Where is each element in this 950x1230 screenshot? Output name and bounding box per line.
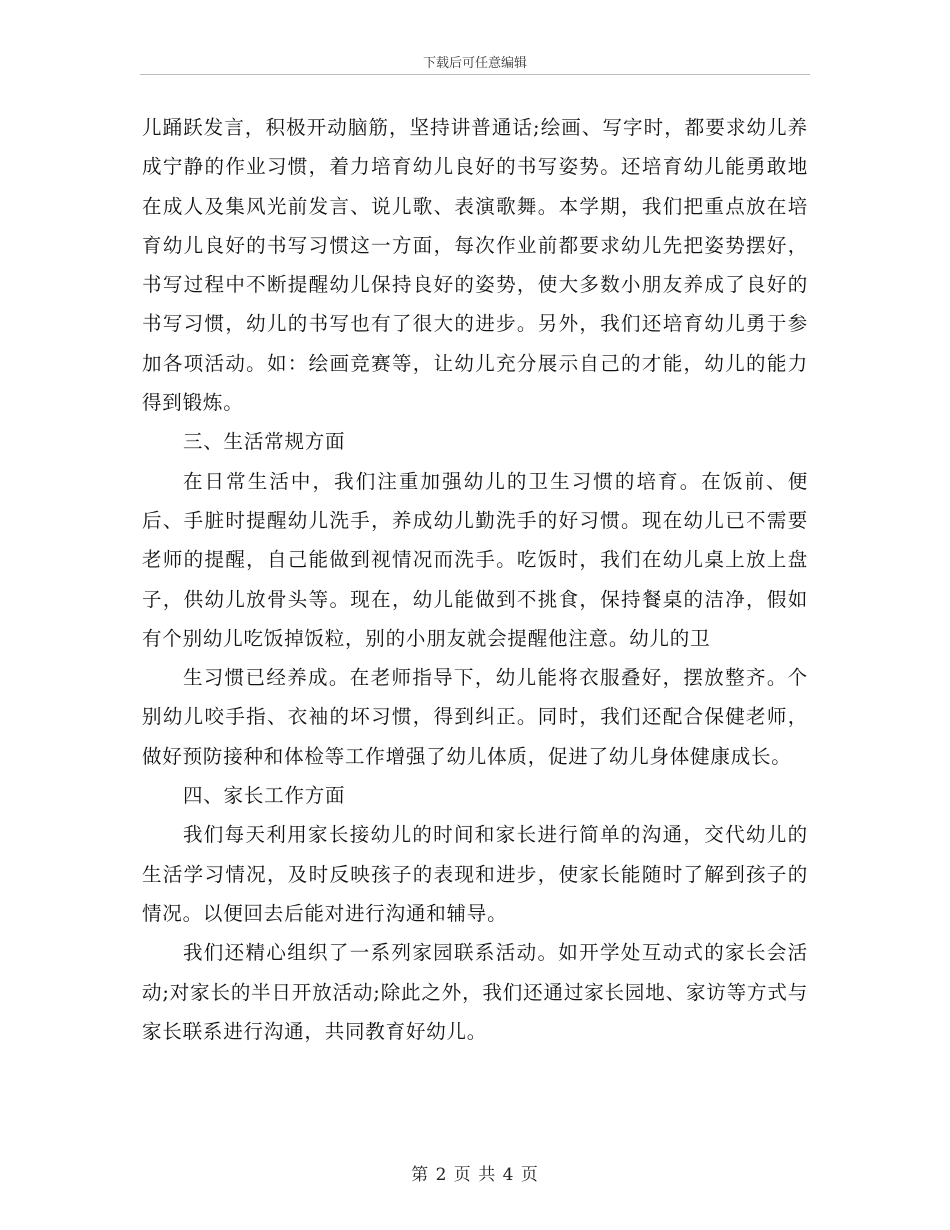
- paragraph-hygiene-results: 生习惯已经养成。在老师指导下，幼儿能将衣服叠好，摆放整齐。个别幼儿咬手指、衣袖的坏习惯，得到纠正。同时，我们还配合保健老师，做好预防接种和体检等工作增强了幼儿体质，促进了幼儿身体健康成长。: [142, 666, 808, 768]
- section-heading-daily-routine: 三、生活常规方面: [182, 430, 346, 454]
- section-heading-parent-work: 四、家长工作方面: [182, 784, 346, 808]
- page-indicator: 第 2 页 共 4 页: [411, 1165, 539, 1185]
- paragraph-learning-continued: 儿踊跃发言，积极开动脑筋，坚持讲普通话;绘画、写字时，都要求幼儿养成宁静的作业习惯，着力培育幼儿良好的书写姿势。还培育幼儿能勇敢地在成人及集风光前发言、说儿歌、表演歌舞。本学期，我们把重点放在培育幼儿良好的书写习惯这一方面，每次作业前都要求幼儿先把姿势摆好，书写过程中不断提醒幼儿保持良好的姿势，使大多数小朋友养成了良好的书写习惯，幼儿的书写也有了很大的进步。另外，我们还培育幼儿勇于参加各项活动。如：绘画竞赛等，让幼儿充分展示自己的才能，幼儿的能力得到锻炼。: [142, 116, 808, 415]
- document-body: [142, 108, 808, 1051]
- paragraph-home-school-activities: 我们还精心组织了一系列家园联系活动。如开学处互动式的家长会活动;对家长的半日开放活动;除此之外，我们还通过家长园地、家访等方式与家长联系进行沟通，共同教育好幼儿。: [142, 941, 808, 1043]
- paragraph-parent-communication: 我们每天利用家长接幼儿的时间和家长进行简单的沟通，交代幼儿的生活学习情况，及时反映孩子的表现和进步，使家长能随时了解到孩子的情况。以便回去后能对进行沟通和辅导。: [142, 823, 808, 925]
- header-divider: [140, 74, 810, 75]
- paragraph-hygiene-habits: 在日常生活中，我们注重加强幼儿的卫生习惯的培育。在饭前、便后、手脏时提醒幼儿洗手，养成幼儿勤洗手的好习惯。现在幼儿已不需要老师的提醒，自己能做到视情况而洗手。吃饭时，我们在幼儿桌上放上盘子，供幼儿放骨头等。现在，幼儿能做到不挑食，保持餐桌的洁净，假如有个别幼儿吃饭掉饭粒，别的小朋友就会提醒他注意。幼儿的卫: [142, 469, 808, 650]
- header-note: 下载后可任意编辑: [422, 56, 527, 71]
